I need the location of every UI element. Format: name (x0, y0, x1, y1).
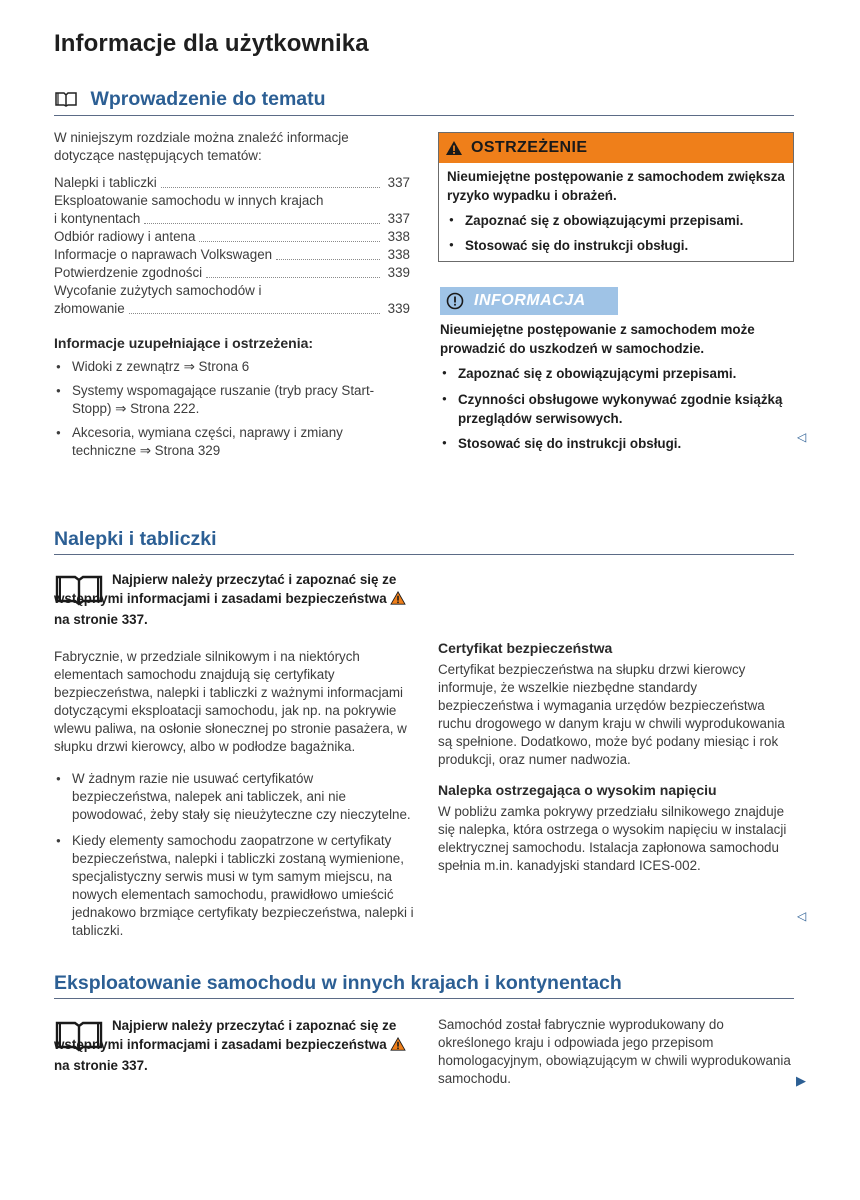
info-item: ● Czynności obsługowe wykonywać zgodnie książką przeglądów serwisowych. (440, 390, 794, 428)
notice-text: Najpierw należy przeczytać i zapoznać się ze wstępnymi informacjami i zasadami bezpieczeństwa (54, 572, 397, 606)
continue-arrow-icon: ▶ (796, 1073, 806, 1088)
abroad-text: Samochód został fabrycznie wyprodukowany do określonego kraju i odpowiada jego przepisom homologacyjnym, obowiązującym w chwili wyprodukowania samochodu. (438, 1017, 791, 1086)
toc-item: i kontynentach 337 (54, 211, 410, 226)
extra-item: ● Systemy wspomagające ruszanie (tryb pracy Start-Stopp) ⇒ Strona 222. (54, 382, 410, 418)
section-header-abroad (54, 972, 794, 999)
notice-page-ref: na stronie 337. (54, 1058, 148, 1073)
book-icon (54, 1018, 104, 1057)
extra-heading: Informacje uzupełniające i ostrzeżenia: (54, 335, 314, 351)
cert-heading: Certyfikat bezpieczeństwa (438, 640, 613, 656)
warning-triangle-icon (390, 591, 406, 610)
cert-text: Certyfikat bezpieczeństwa na słupku drzwi kierowcy informuje, że wszelkie niezbędne standardy bezpieczeństwa i wymagania urzędów bezpieczeństwa ruchu drogowego w danym kraju w chwili wyprodukowania są spełnione. Dodatkowo, może być podany miesiąc i rok produkcji, oraz numer nadwozia. (438, 662, 785, 767)
info-item: ● Stosować się do instrukcji obsługi. (440, 434, 794, 453)
page-title: Informacje dla użytkownika (54, 30, 369, 57)
notice-block (54, 570, 414, 629)
toc-item-line1: Wycofanie zużytych samochodów i (54, 283, 262, 298)
toc-item: Potwierdzenie zgodności 339 (54, 265, 410, 280)
notice-block (54, 1016, 414, 1075)
section-heading-intro: Wprowadzenie do tematu (90, 88, 326, 110)
intro-column (54, 129, 410, 460)
info-circle-icon (446, 292, 464, 310)
info-header (440, 287, 618, 315)
info-body (440, 320, 794, 453)
extra-item: ● Widoki z zewnątrz ⇒ Strona 6 (54, 358, 410, 376)
extra-item: ● Akcesoria, wymiana części, naprawy i zmiany techniczne ⇒ Strona 329 (54, 424, 410, 460)
abroad-right-column (438, 1016, 794, 1088)
warning-triangle-icon (445, 140, 463, 156)
warning-text: Nieumiejętne postępowanie z samochodem zwiększa ryzyko wypadku i obrażeń. (447, 169, 785, 203)
toc-item: Odbiór radiowy i antena 338 (54, 229, 410, 244)
warning-title: OSTRZEŻENIE (471, 139, 588, 156)
warning-triangle-icon (390, 1037, 406, 1056)
info-item: ● Zapoznać się z obowiązującymi przepisami. (440, 364, 794, 383)
book-icon (54, 91, 78, 112)
hv-text: W pobliżu zamka pokrywy przedziału silnikowego znajduje się nalepka, która ostrzega o wysokim napięciu w instalacji elektrycznej samochodu. Istalacja zapłonowa samochodu spełnia m.in. kanadyjski standard ICES-002. (438, 804, 787, 873)
warning-item: ● Stosować się do instrukcji obsługi. (447, 236, 785, 255)
section-header-intro (54, 88, 794, 116)
section-heading-labels: Nalepki i tabliczki (54, 528, 217, 550)
section-end-mark: ◁ (797, 909, 807, 923)
warning-box (438, 132, 794, 262)
warning-header (439, 133, 793, 163)
book-icon (54, 572, 104, 611)
toc-item: Nalepki i tabliczki 337 (54, 175, 410, 190)
hv-heading: Nalepka ostrzegająca o wysokim napięciu (438, 782, 717, 798)
warning-body (439, 163, 793, 261)
toc-item-line1: Eksploatowanie samochodu w innych krajach (54, 193, 324, 208)
labels-right-column (438, 570, 794, 875)
section-end-mark: ◁ (797, 430, 807, 444)
labels-paragraph: Fabrycznie, w przedziale silnikowym i na niektórych elementach samochodu znajdują się certyfikaty bezpieczeństwa, nalepki i tabliczki z ważnymi informacjami dotyczącymi eksploatacji samochodu, jak np. na pokrywie wlewu paliwa, na osłonie słonecznej po stronie pasażera, w słupku drzwi kierowcy, albo w podłodze bagażnika. (54, 649, 407, 754)
info-text: Nieumiejętne postępowanie z samochodem może prowadzić do uszkodzeń w samochodzie. (440, 322, 755, 357)
toc-item: złomowanie 339 (54, 301, 410, 316)
toc-item: Informacje o naprawach Volkswagen 338 (54, 247, 410, 262)
section-header-labels (54, 528, 794, 555)
info-title: INFORMACJA (474, 292, 586, 309)
warning-item: ● Zapoznać się z obowiązującymi przepisami. (447, 211, 785, 230)
section-heading-abroad: Eksploatowanie samochodu w innych krajach i kontynentach (54, 972, 622, 994)
labels-left-column (54, 570, 414, 940)
notice-page-ref: na stronie 337. (54, 612, 148, 627)
labels-bullet: ● Kiedy elementy samochodu zaopatrzone w certyfikaty bezpieczeństwa, nalepki i tabliczki zostaną wymienione, specjalistyczny serwis musi w tym samym miejscu, na nowych elementach samochodu, prawidłowo umieścić jednakowo brzmiące certyfikaty bezpieczeństwa, nalepki i tabliczki. (54, 832, 414, 940)
intro-lead: W niniejszym rozdziale można znaleźć informacje dotyczące następujących tematów: (54, 130, 349, 163)
labels-bullet: ● W żadnym razie nie usuwać certyfikatów bezpieczeństwa, nalepek ani tabliczek, ani nie powodować, żeby stały się nieużyteczne czy nieczytelne. (54, 770, 414, 824)
abroad-left-column (54, 1016, 414, 1075)
notice-text: Najpierw należy przeczytać i zapoznać się ze wstępnymi informacjami i zasadami bezpieczeństwa (54, 1018, 397, 1052)
